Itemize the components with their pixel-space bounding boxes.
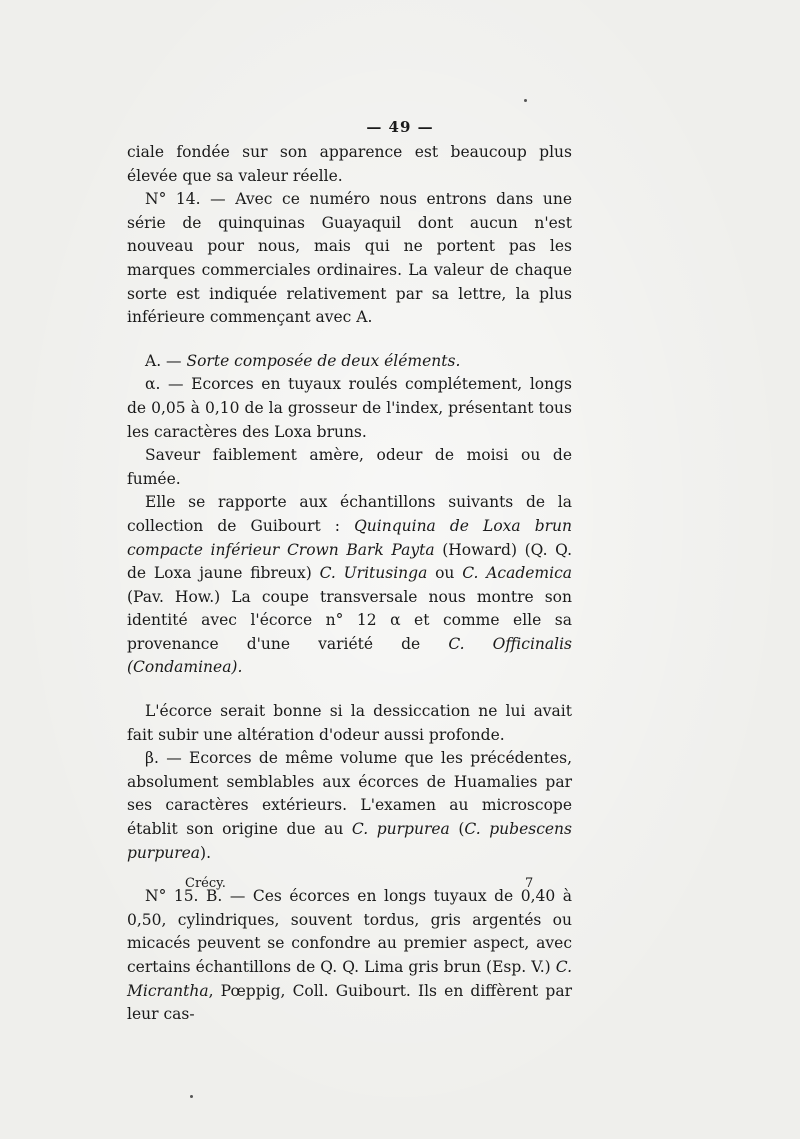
paragraph-6 [127,491,572,680]
signature-mark: Crécy. [185,876,226,891]
paragraph-8 [127,747,572,865]
body-text [127,141,572,1027]
speck [524,99,527,102]
paragraph-3 [127,350,572,374]
text-run: ( [449,820,465,839]
text-run: (Howard) (Q. Q. de Loxa jaune fibreux) [127,540,572,583]
paragraph-7: L'écorce serait bonne si la dessiccation ne lui avait fait subir une altération d'odeur aussi profonde. [127,702,572,744]
italic-run: C. Academica [462,564,572,583]
text-run: Elle se rapporte aux échantillons suivants de la collection de Guibourt : [127,493,572,535]
paragraph-3-label: A. — [145,351,187,370]
italic-run: C. Officinalis (Condaminea). [127,634,572,677]
speck [190,1095,193,1098]
text-run: β. — Ecorces de même volume que les précédentes, absolument semblables aux écorces de Huamalies par ses caractères extérieurs. L'examen au microscope établit son origine due au [127,749,572,839]
paragraph-3-title: Sorte composée de deux éléments. [186,351,461,370]
text-run: N° 15. B. — Ces écorces en longs tuyaux de 0,40 à 0,50, cylindriques, souvent tordus, gris argentés ou micacés peuvent se confondre au premier aspect, avec certains échantillons de Q. Q. Lima gris brun (Esp. V.) [127,887,572,976]
italic-run: C. pubescens purpurea [127,820,572,862]
paragraph-4: α. — Ecorces en tuyaux roulés complétement, longs de 0,05 à 0,10 de la grosseur de l'index, présentant tous les caractères des Loxa bruns. [127,375,572,441]
italic-run: C. Micrantha [127,958,572,1000]
paragraph-1: ciale fondée sur son apparence est beaucoup plus élevée que sa valeur réelle. [127,143,572,185]
text-run: , Pœppig, Coll. Guibourt. Ils en diffèrent par leur cas- [127,981,572,1024]
paragraph-9 [127,885,572,1027]
italic-run: Quinquina de Loxa brun compacte inférieur Crown Bark Payta [127,516,572,559]
text-run: (Pav. How.) La coupe transversale nous montre son identité avec l'écorce n° 12 α et comme elle sa provenance d'une variété de [127,587,572,653]
sheet-number: 7 [525,876,534,891]
italic-run: C. purpurea [351,820,450,839]
paragraph-2: N° 14. — Avec ce numéro nous entrons dans une série de quinquinas Guayaquil dont aucun n'est nouveau pour nous, mais qui ne portent pas les marques commerciales ordinaires. La valeur de chaque sorte est indiquée relativement par sa lettre, la plus inférieure commençant avec A. [127,190,572,327]
page-number: — 49 — [366,118,434,136]
paragraph-5: Saveur faiblement amère, odeur de moisi ou de fumée. [127,446,572,488]
italic-run: C. Uritusinga [319,564,428,583]
text-run: ou [427,564,463,583]
text-run: ). [200,843,212,862]
